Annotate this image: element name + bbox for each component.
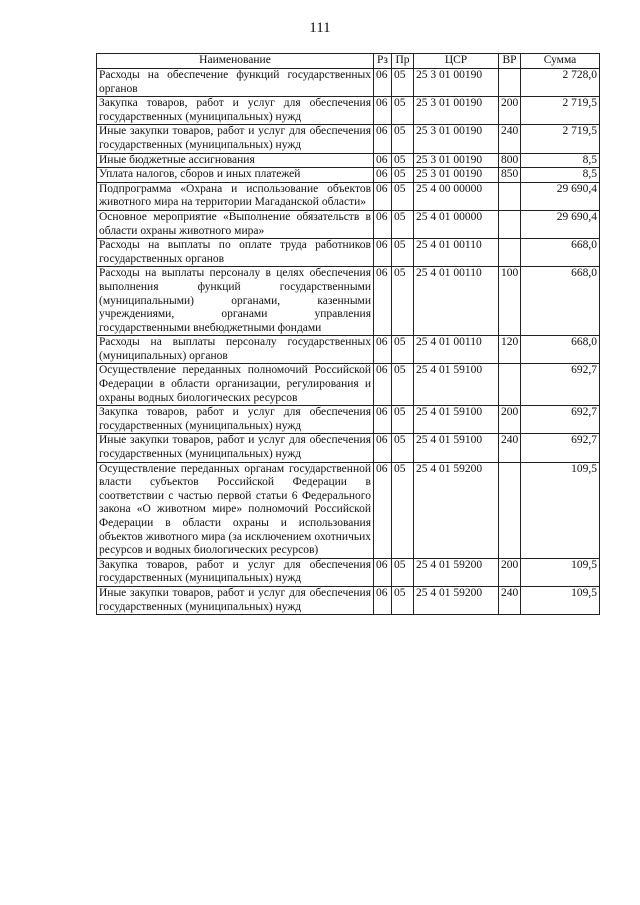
cell-csr: 25 3 01 00190 bbox=[414, 153, 499, 168]
cell-name: Осуществление переданных органам государственной власти субъектов Российской Федерации в соответствии с частью первой статьи 6 Федерального закона «О животном мире» полномочий Российской Федерации в области охраны и использования объектов животного мира (за исключением охотничьих ресурсов и водных биологических ресурсов) bbox=[97, 462, 374, 558]
cell-rz: 06 bbox=[374, 434, 392, 462]
cell-csr: 25 4 01 00110 bbox=[414, 239, 499, 267]
cell-sum: 109,5 bbox=[521, 462, 600, 558]
cell-csr: 25 4 01 00110 bbox=[414, 267, 499, 336]
header-name: Наименование bbox=[97, 54, 374, 69]
cell-sum: 692,7 bbox=[521, 364, 600, 406]
cell-sum: 692,7 bbox=[521, 406, 600, 434]
cell-csr: 25 4 01 59200 bbox=[414, 586, 499, 614]
cell-pr: 05 bbox=[392, 69, 414, 97]
cell-name: Основное мероприятие «Выполнение обязательств в области охраны животного мира» bbox=[97, 210, 374, 238]
table-row bbox=[97, 125, 600, 153]
table-row bbox=[97, 434, 600, 462]
cell-vr: 850 bbox=[499, 168, 521, 183]
cell-name: Расходы на обеспечение функций государственных органов bbox=[97, 69, 374, 97]
header-sum: Сумма bbox=[521, 54, 600, 69]
cell-vr: 120 bbox=[499, 336, 521, 364]
table-row bbox=[97, 210, 600, 238]
cell-pr: 05 bbox=[392, 406, 414, 434]
cell-vr: 240 bbox=[499, 125, 521, 153]
cell-rz: 06 bbox=[374, 336, 392, 364]
table-body bbox=[97, 69, 600, 615]
cell-sum: 109,5 bbox=[521, 586, 600, 614]
cell-rz: 06 bbox=[374, 182, 392, 210]
header-vr: ВР bbox=[499, 54, 521, 69]
cell-csr: 25 3 01 00190 bbox=[414, 168, 499, 183]
cell-name: Закупка товаров, работ и услуг для обеспечения государственных (муниципальных) нужд bbox=[97, 97, 374, 125]
cell-name: Иные закупки товаров, работ и услуг для обеспечения государственных (муниципальных) нужд bbox=[97, 125, 374, 153]
cell-name: Расходы на выплаты персоналу государственных (муниципальных) органов bbox=[97, 336, 374, 364]
cell-rz: 06 bbox=[374, 125, 392, 153]
header-csr: ЦСР bbox=[414, 54, 499, 69]
cell-rz: 06 bbox=[374, 558, 392, 586]
table-row bbox=[97, 153, 600, 168]
cell-pr: 05 bbox=[392, 267, 414, 336]
cell-csr: 25 3 01 00190 bbox=[414, 125, 499, 153]
cell-vr: 200 bbox=[499, 406, 521, 434]
cell-sum: 668,0 bbox=[521, 267, 600, 336]
table-header-row bbox=[97, 54, 600, 69]
cell-csr: 25 4 01 59200 bbox=[414, 558, 499, 586]
cell-vr bbox=[499, 462, 521, 558]
table-row bbox=[97, 267, 600, 336]
cell-sum: 692,7 bbox=[521, 434, 600, 462]
cell-vr: 240 bbox=[499, 434, 521, 462]
cell-rz: 06 bbox=[374, 210, 392, 238]
cell-rz: 06 bbox=[374, 153, 392, 168]
cell-name: Расходы на выплаты по оплате труда работников государственных органов bbox=[97, 239, 374, 267]
cell-csr: 25 4 01 59100 bbox=[414, 406, 499, 434]
cell-csr: 25 4 01 00000 bbox=[414, 210, 499, 238]
cell-sum: 109,5 bbox=[521, 558, 600, 586]
cell-name: Иные закупки товаров, работ и услуг для обеспечения государственных (муниципальных) нужд bbox=[97, 586, 374, 614]
cell-rz: 06 bbox=[374, 239, 392, 267]
cell-name: Уплата налогов, сборов и иных платежей bbox=[97, 168, 374, 183]
cell-name: Подпрограмма «Охрана и использование объектов животного мира на территории Магаданской области» bbox=[97, 182, 374, 210]
cell-rz: 06 bbox=[374, 267, 392, 336]
cell-vr: 200 bbox=[499, 558, 521, 586]
cell-csr: 25 4 00 00000 bbox=[414, 182, 499, 210]
cell-pr: 05 bbox=[392, 586, 414, 614]
cell-pr: 05 bbox=[392, 558, 414, 586]
table-row bbox=[97, 69, 600, 97]
cell-pr: 05 bbox=[392, 239, 414, 267]
cell-pr: 05 bbox=[392, 168, 414, 183]
cell-sum: 8,5 bbox=[521, 168, 600, 183]
table-row bbox=[97, 168, 600, 183]
cell-name: Иные закупки товаров, работ и услуг для обеспечения государственных (муниципальных) нужд bbox=[97, 434, 374, 462]
table-row bbox=[97, 182, 600, 210]
cell-pr: 05 bbox=[392, 125, 414, 153]
cell-rz: 06 bbox=[374, 69, 392, 97]
cell-sum: 29 690,4 bbox=[521, 182, 600, 210]
cell-sum: 8,5 bbox=[521, 153, 600, 168]
table-row bbox=[97, 462, 600, 558]
cell-csr: 25 4 01 59200 bbox=[414, 462, 499, 558]
cell-pr: 05 bbox=[392, 153, 414, 168]
cell-name: Закупка товаров, работ и услуг для обеспечения государственных (муниципальных) нужд bbox=[97, 406, 374, 434]
cell-sum: 2 728,0 bbox=[521, 69, 600, 97]
cell-rz: 06 bbox=[374, 586, 392, 614]
table-row bbox=[97, 406, 600, 434]
cell-vr bbox=[499, 69, 521, 97]
table-row bbox=[97, 336, 600, 364]
cell-name: Иные бюджетные ассигнования bbox=[97, 153, 374, 168]
cell-sum: 668,0 bbox=[521, 336, 600, 364]
cell-name: Расходы на выплаты персоналу в целях обеспечения выполнения функций государственными (муниципальными) органами, казенными учреждениями, органами управления государственными внебюджетными фондами bbox=[97, 267, 374, 336]
cell-pr: 05 bbox=[392, 462, 414, 558]
budget-table bbox=[96, 53, 600, 615]
cell-csr: 25 4 01 59100 bbox=[414, 364, 499, 406]
cell-vr bbox=[499, 210, 521, 238]
cell-pr: 05 bbox=[392, 434, 414, 462]
table-row bbox=[97, 558, 600, 586]
cell-vr bbox=[499, 182, 521, 210]
cell-rz: 06 bbox=[374, 364, 392, 406]
cell-csr: 25 4 01 00110 bbox=[414, 336, 499, 364]
table-row bbox=[97, 239, 600, 267]
cell-rz: 06 bbox=[374, 97, 392, 125]
table-row bbox=[97, 364, 600, 406]
cell-vr bbox=[499, 364, 521, 406]
table-row bbox=[97, 586, 600, 614]
cell-csr: 25 3 01 00190 bbox=[414, 69, 499, 97]
page-number: 111 bbox=[309, 20, 331, 36]
cell-pr: 05 bbox=[392, 182, 414, 210]
cell-pr: 05 bbox=[392, 97, 414, 125]
table-row bbox=[97, 97, 600, 125]
cell-rz: 06 bbox=[374, 462, 392, 558]
cell-sum: 668,0 bbox=[521, 239, 600, 267]
cell-pr: 05 bbox=[392, 336, 414, 364]
cell-vr: 100 bbox=[499, 267, 521, 336]
cell-name: Осуществление переданных полномочий Российской Федерации в области организации, регулирования и охраны водных биологических ресурсов bbox=[97, 364, 374, 406]
cell-vr: 200 bbox=[499, 97, 521, 125]
cell-pr: 05 bbox=[392, 364, 414, 406]
cell-sum: 2 719,5 bbox=[521, 97, 600, 125]
cell-rz: 06 bbox=[374, 168, 392, 183]
cell-vr bbox=[499, 239, 521, 267]
header-pr: Пр bbox=[392, 54, 414, 69]
cell-name: Закупка товаров, работ и услуг для обеспечения государственных (муниципальных) нужд bbox=[97, 558, 374, 586]
cell-sum: 29 690,4 bbox=[521, 210, 600, 238]
cell-pr: 05 bbox=[392, 210, 414, 238]
cell-vr: 800 bbox=[499, 153, 521, 168]
cell-csr: 25 3 01 00190 bbox=[414, 97, 499, 125]
cell-rz: 06 bbox=[374, 406, 392, 434]
cell-sum: 2 719,5 bbox=[521, 125, 600, 153]
header-rz: Рз bbox=[374, 54, 392, 69]
cell-csr: 25 4 01 59100 bbox=[414, 434, 499, 462]
cell-vr: 240 bbox=[499, 586, 521, 614]
